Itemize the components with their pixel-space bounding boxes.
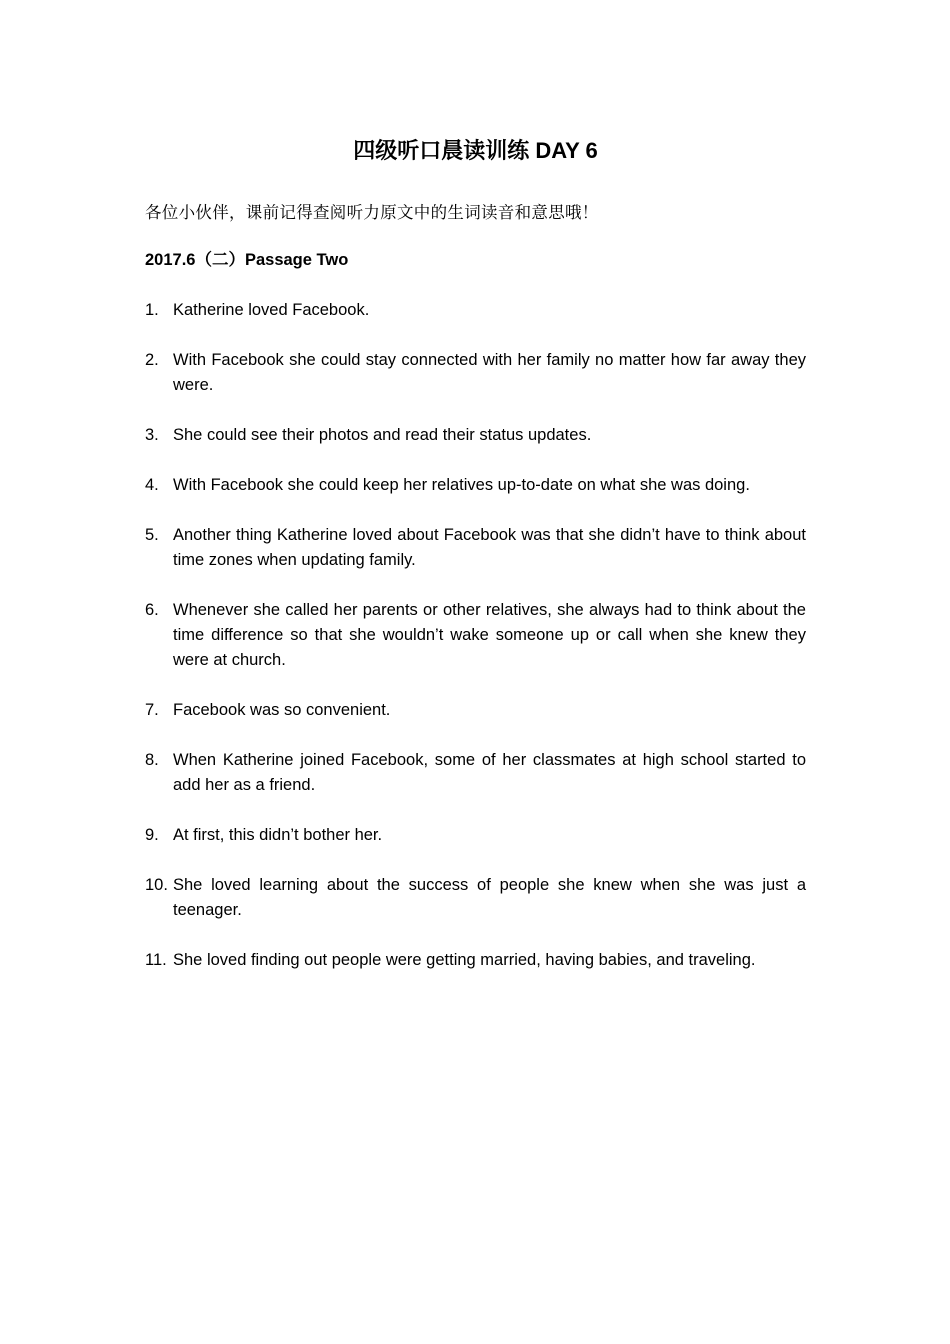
item-text: She loved learning about the success of people she knew when she was just a teenager. [173,876,806,919]
item-text: She loved finding out people were getting married, having babies, and traveling. [173,951,756,969]
item-text: She could see their photos and read their status updates. [173,426,592,444]
item-number: 4. [145,476,159,494]
list-item [145,948,806,973]
list-item [145,598,806,673]
list-item [145,698,806,723]
list-item [145,423,806,448]
list-item [145,873,806,923]
item-text: When Katherine joined Facebook, some of her classmates at high school started to add her as a friend. [173,751,806,794]
list-item [145,348,806,398]
item-text: With Facebook she could keep her relatives up-to-date on what she was doing. [173,476,750,494]
item-number: 7. [145,701,159,719]
item-text: With Facebook she could stay connected with her family no matter how far away they were. [173,351,806,394]
section-heading: 2017.6（二）Passage Two [145,251,349,269]
item-number: 10. [145,876,168,894]
intro-note: 各位小伙伴，课前记得查阅听力原文中的生词读音和意思哦！ [145,203,599,222]
item-text: Katherine loved Facebook. [173,301,370,319]
item-text: Another thing Katherine loved about Facebook was that she didn’t have to think about time zones when updating family. [173,526,806,569]
page-title: 四级听口晨读训练 DAY 6 [353,138,598,163]
list-item [145,523,806,573]
item-number: 1. [145,301,159,319]
item-text: At first, this didn’t bother her. [173,826,383,844]
item-number: 6. [145,601,159,619]
list-item [145,823,806,848]
sentence-list [145,298,806,973]
item-number: 2. [145,351,159,369]
item-text: Facebook was so convenient. [173,701,391,719]
item-number: 11. [145,951,167,969]
item-number: 8. [145,751,159,769]
list-item [145,748,806,798]
list-item [145,298,806,323]
item-text: Whenever she called her parents or other relatives, she always had to think about the time difference so that she wouldn’t wake someone up or call when she knew they were at church. [173,601,806,669]
item-number: 3. [145,426,159,444]
list-item [145,473,806,498]
item-number: 9. [145,826,159,844]
document-page [145,136,806,998]
item-number: 5. [145,526,159,544]
